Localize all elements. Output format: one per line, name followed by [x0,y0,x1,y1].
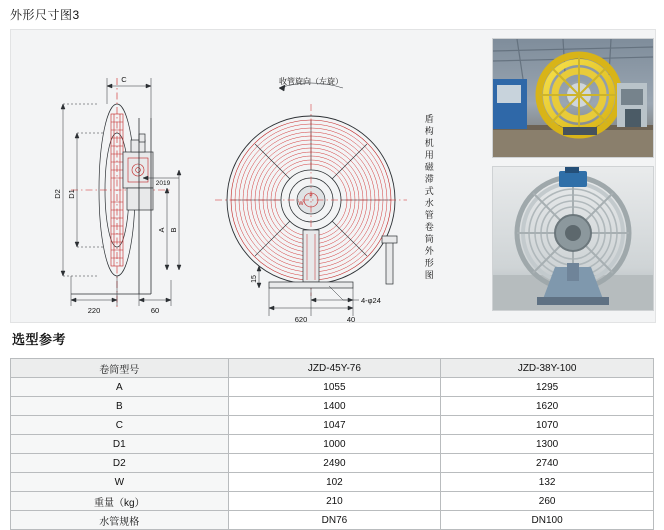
dim-2019-label: 2019 [155,180,171,187]
row-value-1: 1055 [228,378,441,397]
row-label: 重量（kg） [11,492,229,511]
row-label: D1 [11,435,229,454]
row-value-1: DN76 [228,511,441,530]
dim-15-label: 15 [251,275,258,283]
row-value-2: 1300 [441,435,654,454]
row-value-1: 102 [228,473,441,492]
table-row [11,473,654,492]
dim-c-label: C [121,75,127,84]
table-row [11,378,654,397]
table-row [11,492,654,511]
table-row [11,397,654,416]
row-label: A [11,378,229,397]
row-value-1: 210 [228,492,441,511]
dim-620-label: 620 [294,315,308,322]
dim-w-label: W [298,201,304,207]
dim-220-label: 220 [87,306,101,315]
dim-60-label: 60 [150,306,160,315]
row-label: B [11,397,229,416]
row-value-2: 1070 [441,416,654,435]
col-model-2: JZD-38Y-100 [441,359,654,378]
dim-d1-label: D1 [67,189,76,199]
table-row [11,454,654,473]
dim-40-label: 40 [346,315,356,322]
row-value-2: 2740 [441,454,654,473]
spec-table-wrap [10,358,654,530]
row-value-1: 1000 [228,435,441,454]
row-value-2: 260 [441,492,654,511]
row-value-1: 2490 [228,454,441,473]
rotation-note: 收管旋向（左旋） [279,77,343,86]
dim-b-label: B [169,227,178,233]
selection-title: 选型参考 [12,332,67,347]
dim-d2-label: D2 [53,189,62,199]
dim-a-label: A [157,227,166,233]
row-value-2: 132 [441,473,654,492]
table-row [11,416,654,435]
row-value-2: 1295 [441,378,654,397]
row-label: W [11,473,229,492]
table-header-row [11,359,654,378]
photo-reel-yellow [492,38,654,158]
table-row [11,435,654,454]
row-label: 水管规格 [11,511,229,530]
drawing-vertical-caption: 盾构机用磁滞式水管卷筒外形图 [423,114,434,282]
row-value-2: DN100 [441,511,654,530]
hub-mark: ⌀ [309,192,313,198]
row-value-1: 1400 [228,397,441,416]
technical-drawing [11,30,481,322]
figure-title: 外形尺寸图3 [10,8,80,22]
row-value-2: 1620 [441,397,654,416]
photo-reel-front [492,166,654,311]
spec-table [10,358,654,530]
col-model-1: JZD-45Y-76 [228,359,441,378]
col-model: 卷筒型号 [11,359,229,378]
row-label: D2 [11,454,229,473]
row-label: C [11,416,229,435]
figure-area [10,29,656,323]
holes-label: 4-φ24 [361,296,381,305]
row-value-1: 1047 [228,416,441,435]
